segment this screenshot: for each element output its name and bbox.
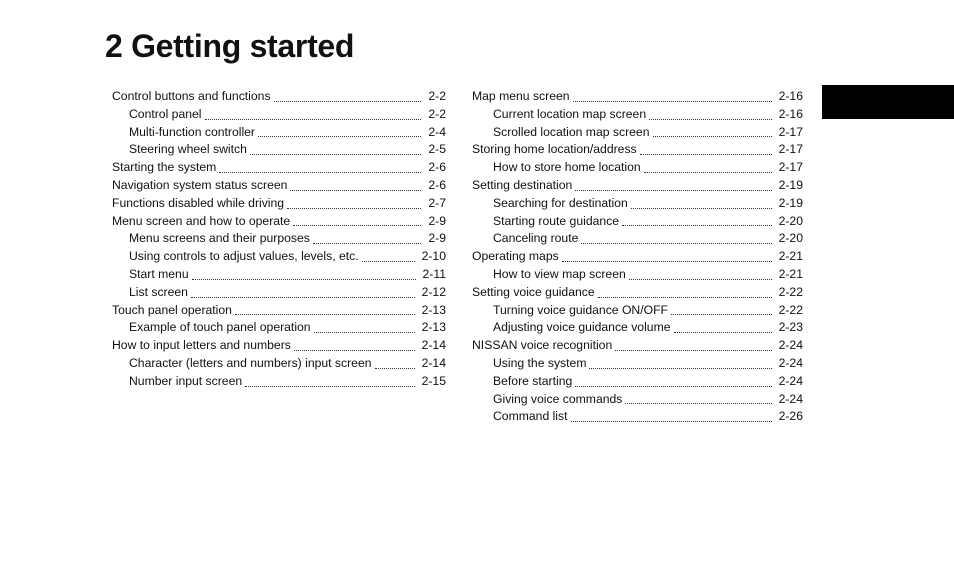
toc-entry[interactable] (112, 213, 446, 231)
toc-leader-dots (250, 153, 422, 155)
toc-leader-dots (294, 349, 415, 351)
toc-entry[interactable] (472, 248, 803, 266)
toc-entry[interactable] (472, 213, 803, 231)
toc-entry[interactable] (112, 177, 446, 195)
toc-leader-dots (258, 135, 421, 137)
toc-entry[interactable] (472, 266, 803, 284)
toc-entry-page: 2-24 (778, 391, 803, 406)
toc-entry-page: 2-17 (778, 142, 803, 157)
toc-leader-dots (640, 153, 772, 155)
toc-entry-title: Start menu (129, 266, 189, 281)
toc-entry[interactable] (472, 88, 803, 106)
toc-entry-title: Steering wheel switch (129, 142, 247, 157)
toc-leader-dots (649, 118, 772, 120)
toc-entry-page: 2-21 (778, 266, 803, 281)
toc-entry-title: Using the system (493, 355, 587, 370)
toc-entry-page: 2-15 (421, 373, 446, 388)
toc-leader-dots (615, 349, 771, 351)
toc-entry-title: Using controls to adjust values, levels, etc. (129, 249, 359, 264)
toc-entry[interactable] (472, 355, 803, 373)
toc-entry[interactable] (472, 391, 803, 409)
toc-entry-title: Navigation system status screen (112, 177, 288, 192)
toc-entry-page: 2-9 (428, 213, 446, 228)
toc-entry-page: 2-6 (428, 177, 446, 192)
toc-entry-title: Before starting (493, 373, 573, 388)
toc-leader-dots (245, 385, 414, 387)
toc-leader-dots (290, 189, 421, 191)
toc-leader-dots (622, 224, 772, 226)
toc-entry-page: 2-12 (421, 284, 446, 299)
toc-entry-page: 2-16 (778, 89, 803, 103)
toc-leader-dots (571, 420, 772, 422)
toc-leader-dots (674, 331, 772, 333)
toc-entry-page: 2-13 (421, 302, 446, 317)
toc-entry-title: Searching for destination (493, 195, 628, 210)
toc-entry[interactable] (112, 266, 446, 284)
toc-leader-dots (219, 171, 421, 173)
toc-leader-dots (631, 207, 772, 209)
toc-entry-title: Menu screen and how to operate (112, 213, 291, 228)
toc-entry-title: Number input screen (129, 373, 243, 388)
toc-entry[interactable] (472, 337, 803, 355)
toc-entry-title: Menu screens and their purposes (129, 231, 310, 246)
toc-entry-title: How to input letters and numbers (112, 338, 291, 353)
toc-entry-title: Touch panel operation (112, 302, 232, 317)
toc-entry-page: 2-24 (778, 338, 803, 353)
toc-leader-dots (589, 367, 771, 369)
toc-entry[interactable] (112, 355, 446, 373)
toc-entry-page: 2-26 (778, 409, 803, 424)
toc-entry[interactable] (472, 373, 803, 391)
toc-entry-page: 2-13 (421, 320, 446, 335)
toc-entry-title: Storing home location/address (472, 142, 637, 157)
toc-entry[interactable] (472, 284, 803, 302)
toc-entry-title: How to view map screen (493, 266, 626, 281)
toc-leader-dots (671, 313, 772, 315)
toc-entry-title: Setting destination (472, 177, 573, 192)
toc-leader-dots (575, 189, 771, 191)
toc-entry[interactable] (112, 373, 446, 391)
toc-entry-title: Map menu screen (472, 89, 570, 103)
toc-entry[interactable] (472, 408, 803, 426)
toc-entry-title: Turning voice guidance ON/OFF (493, 302, 668, 317)
toc-entry-page: 2-6 (428, 160, 446, 175)
toc-entry-title: Command list (493, 409, 568, 424)
toc-leader-dots (313, 242, 421, 244)
toc-entry-page: 2-19 (778, 195, 803, 210)
toc-left-column (112, 88, 446, 391)
toc-leader-dots (653, 135, 772, 137)
toc-entry-title: Canceling route (493, 231, 579, 246)
toc-entry-title: Setting voice guidance (472, 284, 595, 299)
toc-entry-page: 2-17 (778, 124, 803, 139)
toc-entry[interactable] (112, 302, 446, 320)
toc-entry-title: Control panel (129, 106, 202, 121)
toc-entry-page: 2-14 (421, 338, 446, 353)
toc-entry-page: 2-24 (778, 373, 803, 388)
toc-entry-title: NISSAN voice recognition (472, 338, 613, 353)
toc-entry[interactable] (472, 141, 803, 159)
toc-leader-dots (625, 402, 771, 404)
toc-entry-page: 2-10 (421, 249, 446, 264)
toc-leader-dots (562, 260, 772, 262)
toc-entry-title: Starting route guidance (493, 213, 620, 228)
toc-leader-dots (205, 118, 422, 120)
toc-entry-page: 2-23 (778, 320, 803, 335)
toc-entry-title: Adjusting voice guidance volume (493, 320, 671, 335)
toc-entry-page: 2-21 (778, 249, 803, 264)
toc-right-column (472, 88, 803, 426)
toc-entry-title: Multi-function controller (129, 124, 255, 139)
toc-leader-dots (287, 207, 421, 209)
toc-entry-page: 2-17 (778, 160, 803, 175)
toc-leader-dots (191, 296, 415, 298)
toc-entry[interactable] (472, 177, 803, 195)
toc-entry-title: Functions disabled while driving (112, 195, 285, 210)
toc-entry-page: 2-11 (422, 266, 446, 281)
toc-entry-page: 2-9 (428, 231, 446, 246)
toc-leader-dots (629, 278, 772, 280)
toc-entry[interactable] (472, 230, 803, 248)
toc-leader-dots (581, 242, 771, 244)
toc-leader-dots (192, 278, 416, 280)
toc-entry-title: Operating maps (472, 249, 559, 264)
toc-leader-dots (598, 296, 772, 298)
toc-entry-page: 2-19 (778, 177, 803, 192)
toc-entry-page: 2-22 (778, 284, 803, 299)
toc-entry-page: 2-16 (778, 106, 803, 121)
toc-entry-page: 2-4 (428, 124, 446, 139)
toc-entry[interactable] (112, 337, 446, 355)
toc-entry[interactable] (112, 284, 446, 302)
toc-entry[interactable] (472, 195, 803, 213)
toc-entry[interactable] (472, 302, 803, 320)
toc-entry-title: Starting the system (112, 160, 217, 175)
toc-entry-page: 2-20 (778, 213, 803, 228)
toc-entry-page: 2-20 (778, 231, 803, 246)
toc-entry-title: Scrolled location map screen (493, 124, 650, 139)
chapter-title: 2 Getting started (105, 28, 355, 64)
toc-entry[interactable] (472, 319, 803, 337)
chapter-tab-marker (822, 85, 954, 119)
toc-entry[interactable] (112, 141, 446, 159)
toc-leader-dots (293, 224, 421, 226)
toc-entry[interactable] (472, 159, 803, 177)
toc-entry-title: Giving voice commands (493, 391, 623, 406)
toc-entry-page: 2-2 (428, 89, 446, 103)
toc-leader-dots (362, 260, 415, 262)
toc-entry-title: Example of touch panel operation (129, 320, 311, 335)
toc-entry-title: Control buttons and functions (112, 89, 271, 103)
toc-leader-dots (235, 313, 415, 315)
toc-leader-dots (644, 171, 772, 173)
toc-entry-page: 2-2 (428, 106, 446, 121)
toc-entry[interactable] (112, 106, 446, 124)
toc-entry[interactable] (112, 88, 446, 106)
toc-leader-dots (573, 100, 772, 102)
toc-leader-dots (314, 331, 415, 333)
toc-entry[interactable] (112, 248, 446, 266)
toc-entry-page: 2-5 (428, 142, 446, 157)
toc-entry[interactable] (472, 106, 803, 124)
toc-entry-title: Character (letters and numbers) input screen (129, 355, 372, 370)
toc-entry[interactable] (112, 159, 446, 177)
toc-entry-page: 2-24 (778, 355, 803, 370)
toc-entry[interactable] (472, 124, 803, 142)
toc-entry-page: 2-22 (778, 302, 803, 317)
toc-leader-dots (375, 367, 415, 369)
toc-entry-page: 2-7 (428, 195, 446, 210)
toc-leader-dots (575, 385, 771, 387)
toc-entry[interactable] (112, 195, 446, 213)
toc-entry-page: 2-14 (421, 355, 446, 370)
toc-entry-title: List screen (129, 284, 188, 299)
toc-entry-title: Current location map screen (493, 106, 647, 121)
toc-entry-title: How to store home location (493, 160, 641, 175)
toc-entry[interactable] (112, 124, 446, 142)
toc-entry[interactable] (112, 319, 446, 337)
toc-leader-dots (274, 100, 422, 102)
toc-entry[interactable] (112, 230, 446, 248)
